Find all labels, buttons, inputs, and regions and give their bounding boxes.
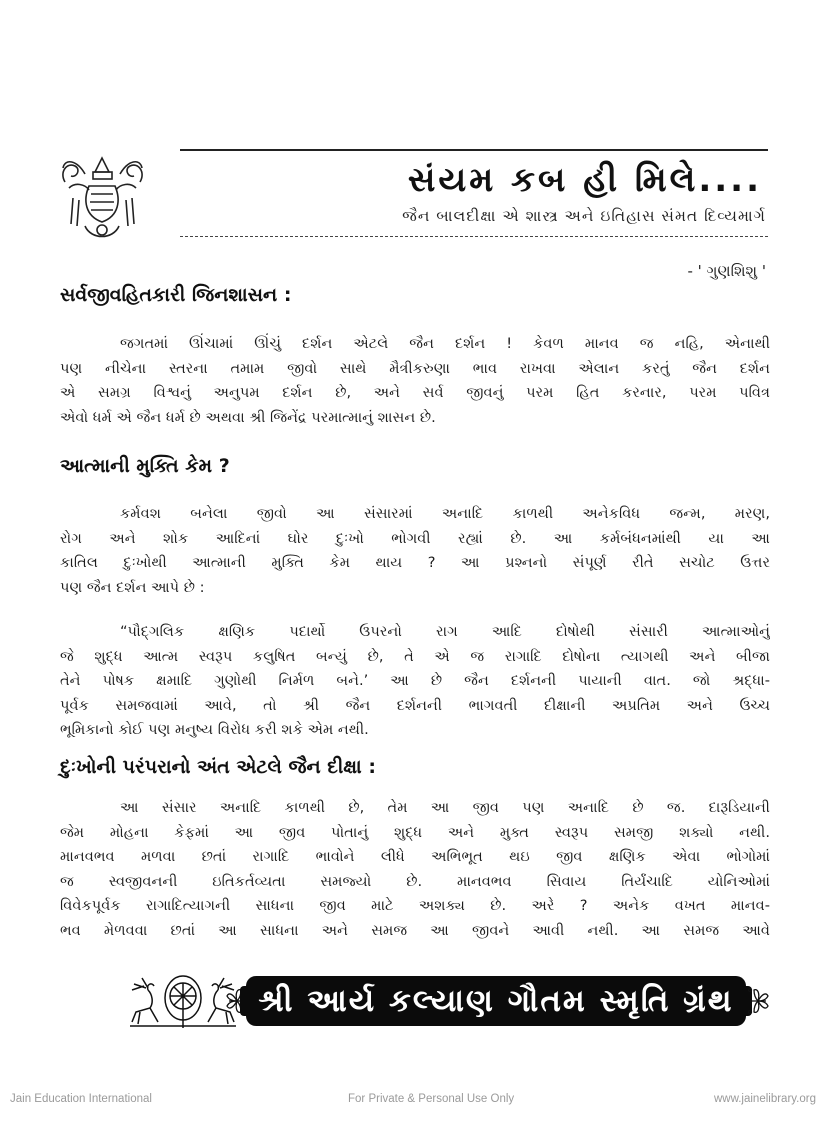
article-title: સંયમ કબ હી મિલે.... xyxy=(407,160,762,200)
header-top-rule xyxy=(180,149,768,151)
text-line: કર્મવશ બનેલા જીવો આ સંસારમાં અનાદિ કાળથી અનેકવિધ જન્મ, મરણ, xyxy=(120,505,770,522)
section-heading-2: આત્માની મુક્તિ કેમ ? xyxy=(60,455,230,477)
article-subtitle: જૈન બાલદીક્ષા એ શાસ્ત્ર અને ઇતિહાસ સંમત દિવ્યમાર્ગ xyxy=(402,207,766,225)
text-line: રોગ અને શોક આદિનાં ઘોર દુઃખો ભોગવી રહ્યાં છે. આ કર્મબંધનમાંથી યા આ xyxy=(60,529,770,547)
text-line: એવો ધર્મ એ જૈન ધર્મ છે અથવા શ્રી જિનેંદ્ર પરમાત્માનું શાસન છે. xyxy=(60,408,436,426)
text-line: કાતિલ દુઃખોથી આત્માની મુક્તિ કેમ થાય ? આ પ્રશ્નનો સંપૂર્ણ રીતે સચોટ ઉત્તર xyxy=(60,554,770,571)
text-line: વિવેકપૂર્વક રાગાદિત્યાગની સાધના જીવ માટે અશક્ય છે. અરે ? અનેક વખત માનવ- xyxy=(60,897,770,914)
footer-usage-note: For Private & Personal Use Only xyxy=(348,1093,515,1105)
text-line: એ સમગ્ર વિશ્વનું અનુપમ દર્શન છે, અને સર્વ જીવનું પરમ હિત કરનાર, પરમ પવિત્ર xyxy=(60,384,770,401)
text-line: ભવ મેળવવા છતાં આ સાધના અને સમજ આ જીવને આવી નથી. આ સમજ આવે xyxy=(60,921,770,939)
text-line: “પૌદ્‌ગલિક ક્ષણિક પદાર્થો ઉપરનો રાગ આદિ દોષોથી સંસારી આત્માઓનું xyxy=(120,623,770,640)
kalash-emblem-icon xyxy=(55,152,150,244)
text-line: જે શુદ્ધ આત્મ સ્વરૂપ કલુષિત બન્યું છે, તે એ જ રાગાદિ દોષોના ત્યાગથી અને બીજા xyxy=(60,647,770,665)
text-line: જેમ મોહના કેફમાં આ જીવ પોતાનું શુદ્ધ અને મુક્ત સ્વરૂપ સમજી શક્યો નથી. xyxy=(60,823,770,841)
banner-plaque xyxy=(246,976,746,1026)
footer-publisher: Jain Education International xyxy=(10,1093,152,1105)
book-title: શ્રી આર્ય કલ્યાણ ગૌતમ સ્મૃતિ ગ્રંથ xyxy=(258,982,734,1019)
dharma-chakra-deer-icon xyxy=(128,968,238,1030)
section-3-paragraph-1 xyxy=(60,796,770,943)
author-byline: - ' ગુણશિશુ ' xyxy=(687,262,766,280)
section-2-paragraph-2-quote xyxy=(60,620,770,743)
book-title-banner xyxy=(128,968,768,1032)
section-1-paragraph-1 xyxy=(60,332,770,430)
text-line: પૂર્વક સમજવામાં આવે, તો શ્રી જૈન દર્શનની ભાગવતી દીક્ષાની અપ્રતિમ અને ઉચ્ચ xyxy=(60,696,770,714)
section-2-paragraph-1 xyxy=(60,502,770,600)
text-line: માનવભવ મળવા છતાં રાગાદિ ભાવોને લીધે અભિભૂત થઇ જીવ ક્ષણિક એવા ભોગોમાં xyxy=(60,848,770,865)
text-line: ભૂમિકાનો કોઈ પણ મનુષ્ય વિરોધ કરી શકે એમ નથી. xyxy=(60,721,369,738)
text-line: પણ જૈન દર્શન આપે છે : xyxy=(60,578,205,596)
text-line: તેને પોષક ક્ષમાદિ ગુણોથી નિર્મળ બને.’ આ છે જૈન દર્શનની પાયાની વાત. જો શ્રદ્ધા- xyxy=(60,672,770,689)
footer-website-link[interactable]: www.jainelibrary.org xyxy=(713,1093,816,1105)
text-line: જ સ્વજીવનની ઇતિકર્તવ્યતા સમજ્યો છે. માનવભવ સિવાય તિર્યંચાદિ યોનિઓમાં xyxy=(60,872,770,890)
lotus-ornament-icon xyxy=(746,984,770,1018)
text-line: જગતમાં ઊંચામાં ઊંચું દર્શન એટલે જૈન દર્શન ! કેવળ માનવ જ નહિ, એનાથી xyxy=(120,335,770,352)
section-heading-1: સર્વજીવહિતકારી જિનશાસન : xyxy=(60,284,292,306)
text-line: પણ નીચેના સ્તરના તમામ જીવો સાથે મૈત્રીકરુણા ભાવ રાખવા એલાન કરતું જૈન દર્શન xyxy=(60,359,770,377)
text-line: આ સંસાર અનાદિ કાળથી છે, તેમ આ જીવ પણ અનાદિ છે જ. દારૂડિયાની xyxy=(120,799,770,816)
header-bottom-rule xyxy=(180,236,768,237)
section-heading-3: દુઃખોની પરંપરાનો અંત એટલે જૈન દીક્ષા : xyxy=(60,756,376,778)
